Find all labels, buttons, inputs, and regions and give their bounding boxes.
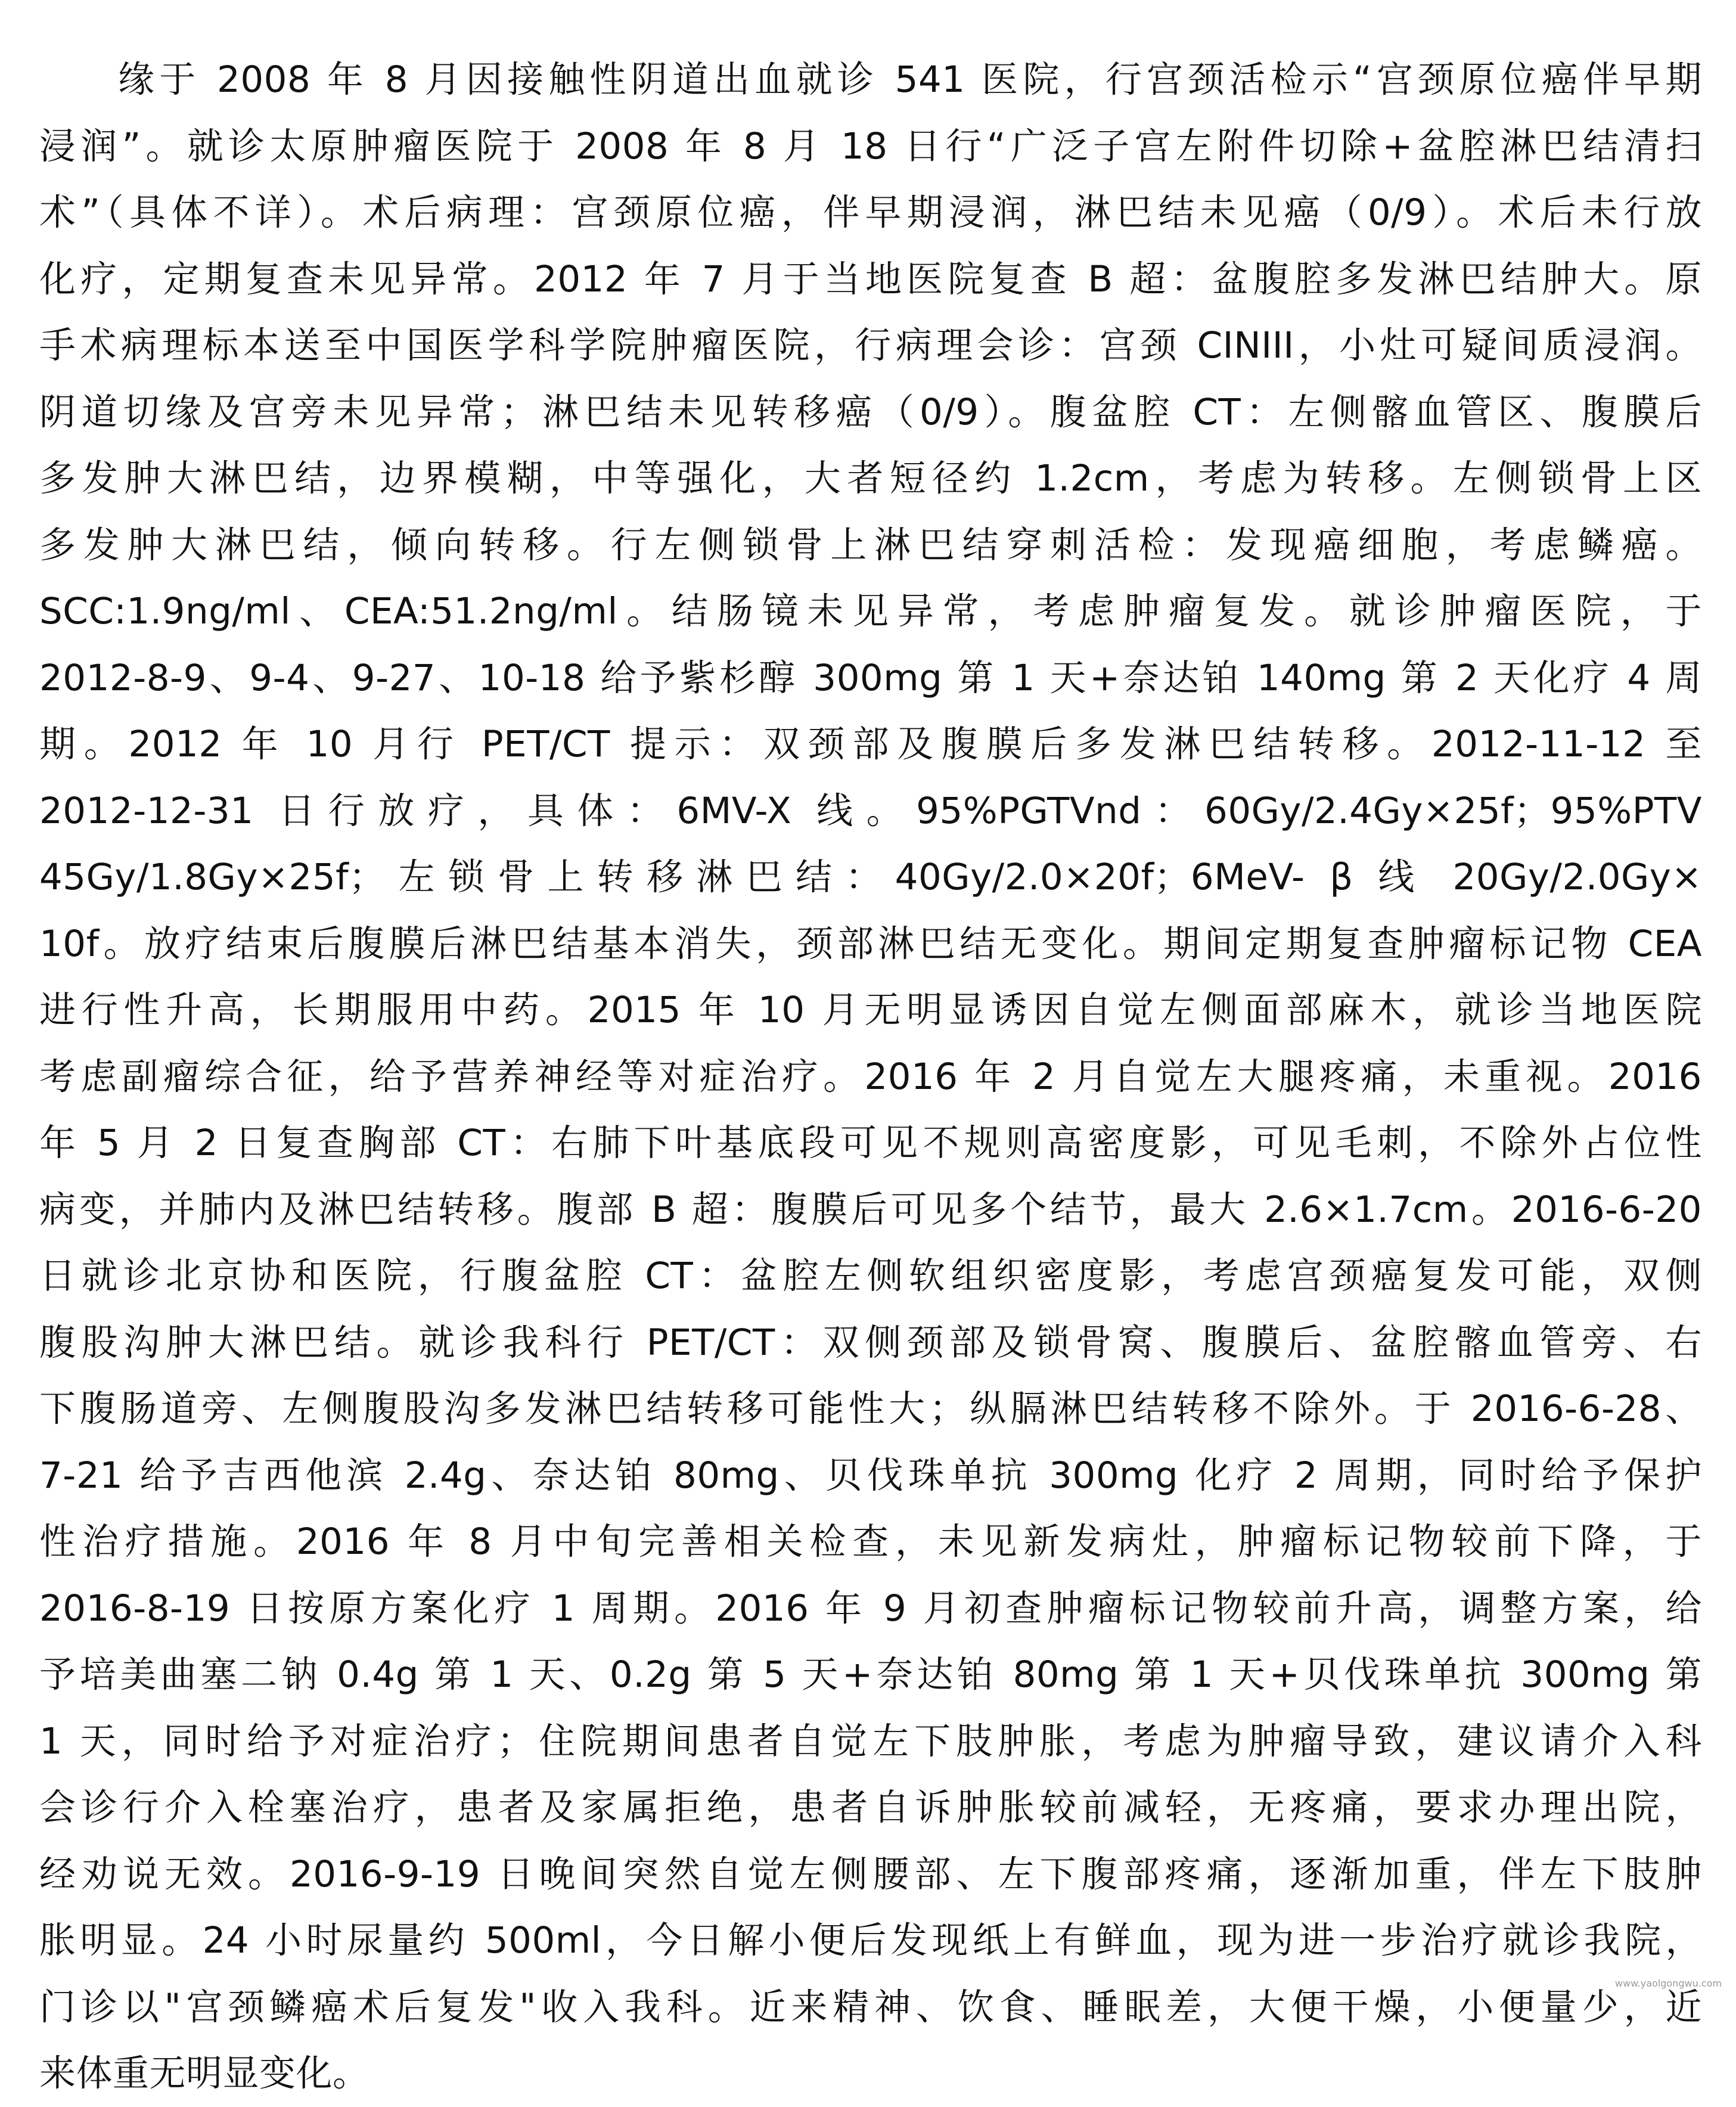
paragraph-line: 进行性升高，长期服用中药。2015 年 10 月无明显诱因自觉左侧面部麻木，就诊当地医院 bbox=[39, 989, 1702, 1031]
paragraph-line: 予培美曲塞二钠 0.4g 第 1 天、0.2g 第 5 天+奈达铂 80mg 第 1 天+贝伐珠单抗 300mg 第 bbox=[39, 1653, 1702, 1696]
paragraph-line: 考虑副瘤综合征，给予营养神经等对症治疗。2016 年 2 月自觉左大腿疼痛，未重视。2016 bbox=[39, 1055, 1702, 1098]
paragraph-line: 日就诊北京协和医院，行腹盆腔 CT：盆腔左侧软组织密度影，考虑宫颈癌复发可能，双侧 bbox=[39, 1255, 1702, 1297]
paragraph-line: 下腹肠道旁、左侧腹股沟多发淋巴结转移可能性大；纵膈淋巴结转移不除外。于 2016-6-28、 bbox=[39, 1388, 1702, 1430]
paragraph-line: 多发肿大淋巴结，倾向转移。行左侧锁骨上淋巴结穿刺活检：发现癌细胞，考虑鳞癌。 bbox=[39, 523, 1702, 566]
paragraph-line: 年 5 月 2 日复查胸部 CT：右肺下叶基底段可见不规则高密度影，可见毛刺，不除外占位性 bbox=[39, 1122, 1702, 1164]
paragraph-line: 2012-8-9、9-4、9-27、10-18 给予紫杉醇 300mg 第 1 天+奈达铂 140mg 第 2 天化疗 4 周 bbox=[39, 656, 1702, 699]
paragraph-line: 门诊以"宫颈鳞癌术后复发"收入我科。近来精神、饮食、睡眠差，大便干燥，小便量少，近 bbox=[39, 1985, 1702, 2028]
paragraph-line: 7-21 给予吉西他滨 2.4g、奈达铂 80mg、贝伐珠单抗 300mg 化疗 2 周期，同时给予保护 bbox=[39, 1454, 1702, 1497]
paragraph-line: 浸润”。就诊太原肿瘤医院于 2008 年 8 月 18 日行“广泛子宫左附件切除+盆腔淋巴结清扫 bbox=[39, 125, 1702, 167]
paragraph-line: 来体重无明显变化。 bbox=[39, 2052, 369, 2094]
paragraph-line: 经劝说无效。2016-9-19 日晚间突然自觉左侧腰部、左下腹部疼痛，逐渐加重，伴左下肢肿 bbox=[39, 1852, 1702, 1895]
paragraph-line: 腹股沟肿大淋巴结。就诊我科行 PET/CT：双侧颈部及锁骨窝、腹膜后、盆腔髂血管旁、右 bbox=[39, 1321, 1702, 1364]
paragraph-line: 2016-8-19 日按原方案化疗 1 周期。2016 年 9 月初查肿瘤标记物较前升高，调整方案，给 bbox=[39, 1587, 1702, 1630]
paragraph-line: 多发肿大淋巴结，边界模糊，中等强化，大者短径约 1.2cm，考虑为转移。左侧锁骨上区 bbox=[39, 457, 1702, 499]
paragraph-line: 10f。放疗结束后腹膜后淋巴结基本消失，颈部淋巴结无变化。期间定期复查肿瘤标记物 CEA bbox=[39, 922, 1702, 965]
paragraph-line: 胀明显。24 小时尿量约 500ml，今日解小便后发现纸上有鲜血，现为进一步治疗就诊我院， bbox=[39, 1919, 1702, 1962]
paragraph-line: 缘于 2008 年 8 月因接触性阴道出血就诊 541 医院，行宫颈活检示“宫颈原位癌伴早期 bbox=[118, 58, 1702, 101]
paragraph-line: 1 天，同时给予对症治疗；住院期间患者自觉左下肢肿胀，考虑为肿瘤导致，建议请介入科 bbox=[39, 1720, 1702, 1762]
paragraph-line: 期。2012 年 10 月行 PET/CT 提示：双颈部及腹膜后多发淋巴结转移。2012-11-12 至 bbox=[39, 723, 1702, 765]
paragraph-line: 性治疗措施。2016 年 8 月中旬完善相关检查，未见新发病灶，肿瘤标记物较前下降，于 bbox=[39, 1520, 1702, 1563]
paragraph-line: SCC:1.9ng/ml、CEA:51.2ng/ml。结肠镜未见异常，考虑肿瘤复发。就诊肿瘤医院，于 bbox=[39, 590, 1702, 632]
paragraph-line: 阴道切缘及宫旁未见异常；淋巴结未见转移癌（0/9）。腹盆腔 CT：左侧髂血管区、腹膜后 bbox=[39, 390, 1702, 433]
paragraph-line: 45Gy/1.8Gy×25f；左锁骨上转移淋巴结：40Gy/2.0×20f；6MeV- β 线 20Gy/2.0Gy× bbox=[39, 856, 1702, 898]
site-watermark: www.yaolgongwu.com bbox=[1614, 1978, 1722, 1989]
paragraph-line: 化疗，定期复查未见异常。2012 年 7 月于当地医院复查 B 超：盆腹腔多发淋巴结肿大。原 bbox=[39, 257, 1702, 300]
paragraph-line: 手术病理标本送至中国医学科学院肿瘤医院，行病理会诊：宫颈 CINIII，小灶可疑间质浸润。 bbox=[39, 324, 1702, 367]
paragraph-line: 术”（具体不详）。术后病理：宫颈原位癌，伴早期浸润，淋巴结未见癌（0/9）。术后未行放 bbox=[39, 191, 1702, 234]
paragraph-line: 2012-12-31 日行放疗，具体：6MV-X 线。95%PGTVnd：60Gy/2.4Gy×25f；95%PTV bbox=[39, 789, 1702, 832]
medical-history-paragraph bbox=[39, 46, 1702, 2107]
paragraph-line: 病变，并肺内及淋巴结转移。腹部 B 超：腹膜后可见多个结节，最大 2.6×1.7cm。2016-6-20 bbox=[39, 1188, 1702, 1231]
paragraph-line: 会诊行介入栓塞治疗，患者及家属拒绝，患者自诉肿胀较前减轻，无疼痛，要求办理出院， bbox=[39, 1786, 1702, 1829]
